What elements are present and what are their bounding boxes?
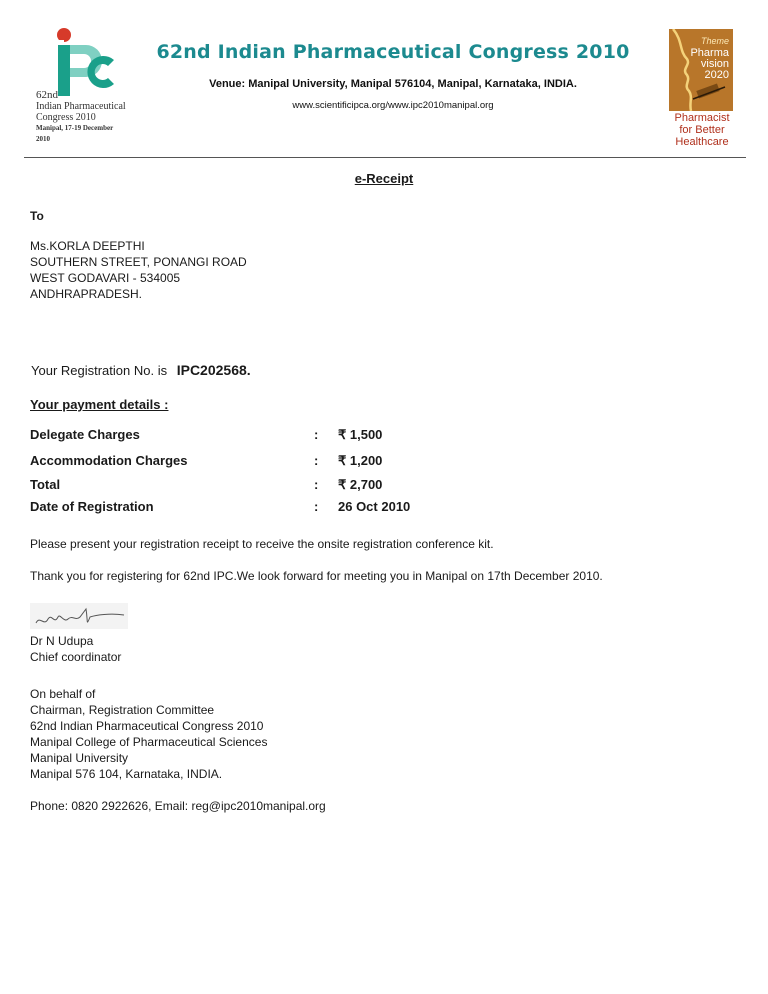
address-line: SOUTHERN STREET, PONANGI ROAD [30,255,247,269]
payment-value: ₹ 2,700 [338,477,383,492]
payment-row [30,499,450,517]
payment-value: 26 Oct 2010 [338,499,411,514]
payment-colon: : [314,477,319,492]
signature-scribble [30,603,128,629]
theme-line3: 2020 [704,69,729,81]
payment-colon: : [314,453,319,468]
payment-row [30,453,450,471]
logo-line2: Congress 2010 [36,112,96,123]
payment-row [30,427,450,445]
theme-line2: vision [700,58,729,70]
recipient-address [30,238,247,302]
registration-prefix: Your Registration No. is [31,363,168,378]
payment-value: ₹ 1,500 [338,427,383,442]
registration-number [31,362,251,378]
conference-website: www.scientificipca.org/www.ipc2010manipal.org [292,100,494,111]
kit-note: Please present your registration receipt to receive the onsite registration conference kit. [30,537,494,551]
theme-caption-line1: Pharmacist [674,112,730,124]
signature [30,603,128,629]
behalf-line: Manipal 576 104, Karnataka, INDIA. [30,767,223,781]
behalf-line: Manipal College of Pharmaceutical Sciences [30,735,268,749]
conference-title: 62nd Indian Pharmaceutical Congress 2010 [156,41,630,63]
payment-label: Total [30,477,61,492]
logo-line1: Indian Pharmaceutical [36,101,126,112]
to-label: To [30,209,44,223]
payment-colon: : [314,427,319,442]
behalf-line: Chairman, Registration Committee [30,703,215,717]
payment-colon: : [314,499,319,514]
behalf-line: On behalf of [30,687,96,701]
theme-label: Theme [700,36,729,46]
behalf-line: Manipal University [30,751,129,765]
theme-caption [662,112,742,148]
signatory-role: Chief coordinator [30,650,122,664]
registration-value: IPC202568. [176,362,251,378]
conference-venue: Venue: Manipal University, Manipal 576104, Manipal, Karnataka, INDIA. [209,78,577,90]
contact-info: Phone: 0820 2922626, Email: reg@ipc2010manipal.org [30,799,326,813]
address-line: WEST GODAVARI - 534005 [30,271,181,285]
logo-number: 62nd [36,89,58,101]
behalf-line: 62nd Indian Pharmaceutical Congress 2010 [30,719,264,733]
address-line: Ms.KORLA DEEPTHI [30,239,145,253]
theme-caption-line3: Healthcare [675,136,729,148]
theme-logo [669,29,733,111]
theme-text [690,48,729,81]
ipc-logo-mark [26,26,116,96]
payment-details-title: Your payment details : [30,397,169,412]
payment-label: Accommodation Charges [30,453,188,468]
signatory [30,633,121,665]
address-line: ANDHRAPRADESH. [30,287,143,301]
logo-caption [36,90,126,145]
theme-line1: Pharma [690,47,729,59]
receipt-title: e-Receipt [354,171,414,186]
signatory-name: Dr N Udupa [30,634,94,648]
theme-caption-line2: for Better [679,124,725,136]
thank-you-note: Thank you for registering for 62nd IPC.We look forward for meeting you in Manipal on 17th December 2010. [30,569,603,583]
payment-label: Date of Registration [30,499,154,514]
payment-row [30,477,450,495]
ipc-logo [26,26,126,150]
payment-label: Delegate Charges [30,427,140,442]
behalf-block [30,686,267,782]
logo-dates: Manipal, 17-19 December 2010 [36,124,114,143]
header-divider [24,157,746,158]
payment-value: ₹ 1,200 [338,453,383,468]
